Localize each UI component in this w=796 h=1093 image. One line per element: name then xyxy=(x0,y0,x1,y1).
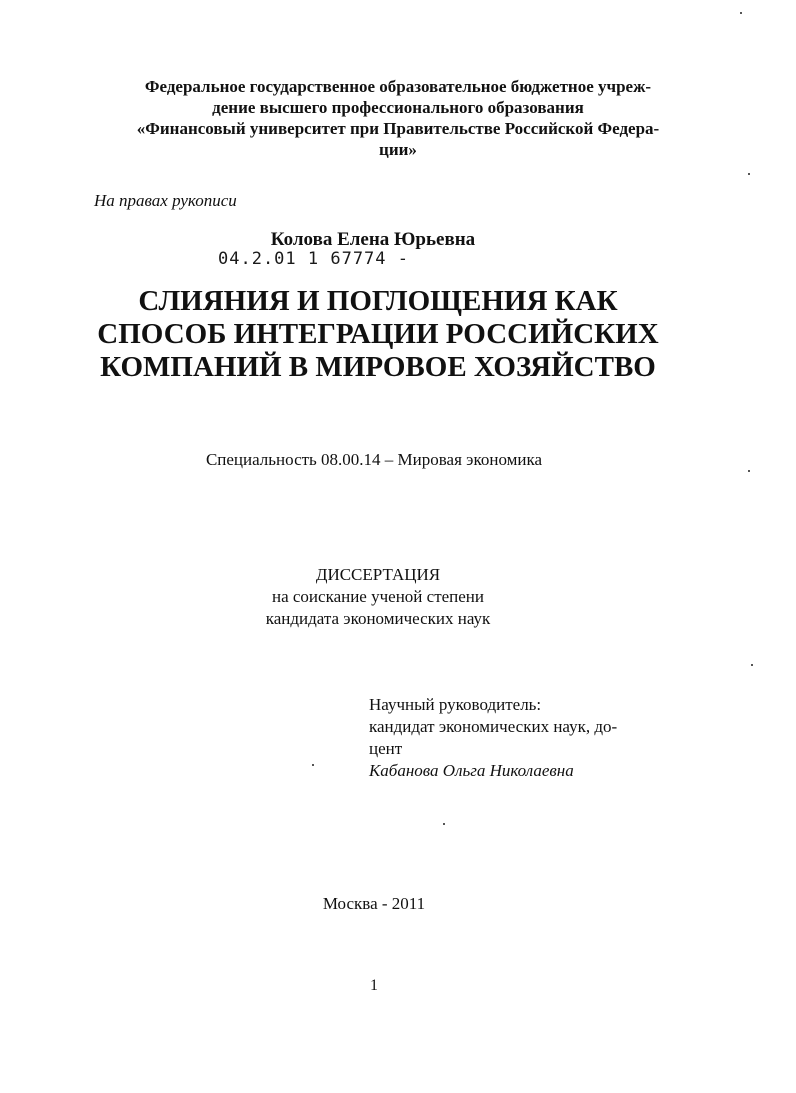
scan-speck xyxy=(748,470,750,472)
institution-header xyxy=(60,76,736,160)
institution-line-3: «Финансовый университет при Правительстве Российской Федера- xyxy=(136,119,660,138)
scan-speck xyxy=(751,664,753,666)
scan-speck xyxy=(748,173,750,175)
dissertation-heading: ДИССЕРТАЦИЯ xyxy=(315,565,441,584)
advisor-block xyxy=(369,694,617,782)
institution-line-2: дение высшего профессионального образования xyxy=(212,98,584,117)
manuscript-note: На правах рукописи xyxy=(94,191,237,210)
title-line-1: СЛИЯНИЯ И ПОГЛОЩЕНИЯ КАК xyxy=(138,285,618,317)
advisor-name: Кабанова Ольга Николаевна xyxy=(369,761,574,780)
advisor-degree-line-2: цент xyxy=(369,739,403,758)
dissertation-title xyxy=(40,285,716,384)
degree-line-1: на соискание ученой степени xyxy=(271,587,485,606)
scan-speck xyxy=(443,823,445,825)
specialty-line: Специальность 08.00.14 – Мировая экономика xyxy=(205,450,543,469)
registration-stamp: 04.2.01 1 67774 - xyxy=(218,249,409,269)
institution-line-4: ции» xyxy=(379,140,417,159)
scan-speck xyxy=(740,12,742,14)
scan-speck xyxy=(312,764,314,766)
author-name: Колова Елена Юрьевна xyxy=(270,229,476,250)
degree-line-2: кандидата экономических наук xyxy=(265,609,491,628)
city-year: Москва - 2011 xyxy=(322,894,426,913)
advisor-label: Научный руководитель: xyxy=(369,695,542,714)
advisor-degree-line-1: кандидат экономических наук, до- xyxy=(369,717,618,736)
title-line-3: КОМПАНИЙ В МИРОВОЕ ХОЗЯЙСТВО xyxy=(100,351,656,383)
title-line-2: СПОСОБ ИНТЕГРАЦИИ РОССИЙСКИХ xyxy=(97,318,659,350)
dissertation-block xyxy=(0,564,756,630)
institution-line-1: Федеральное государственное образовательное бюджетное учреж- xyxy=(144,77,652,96)
page-number: 1 xyxy=(370,977,378,994)
